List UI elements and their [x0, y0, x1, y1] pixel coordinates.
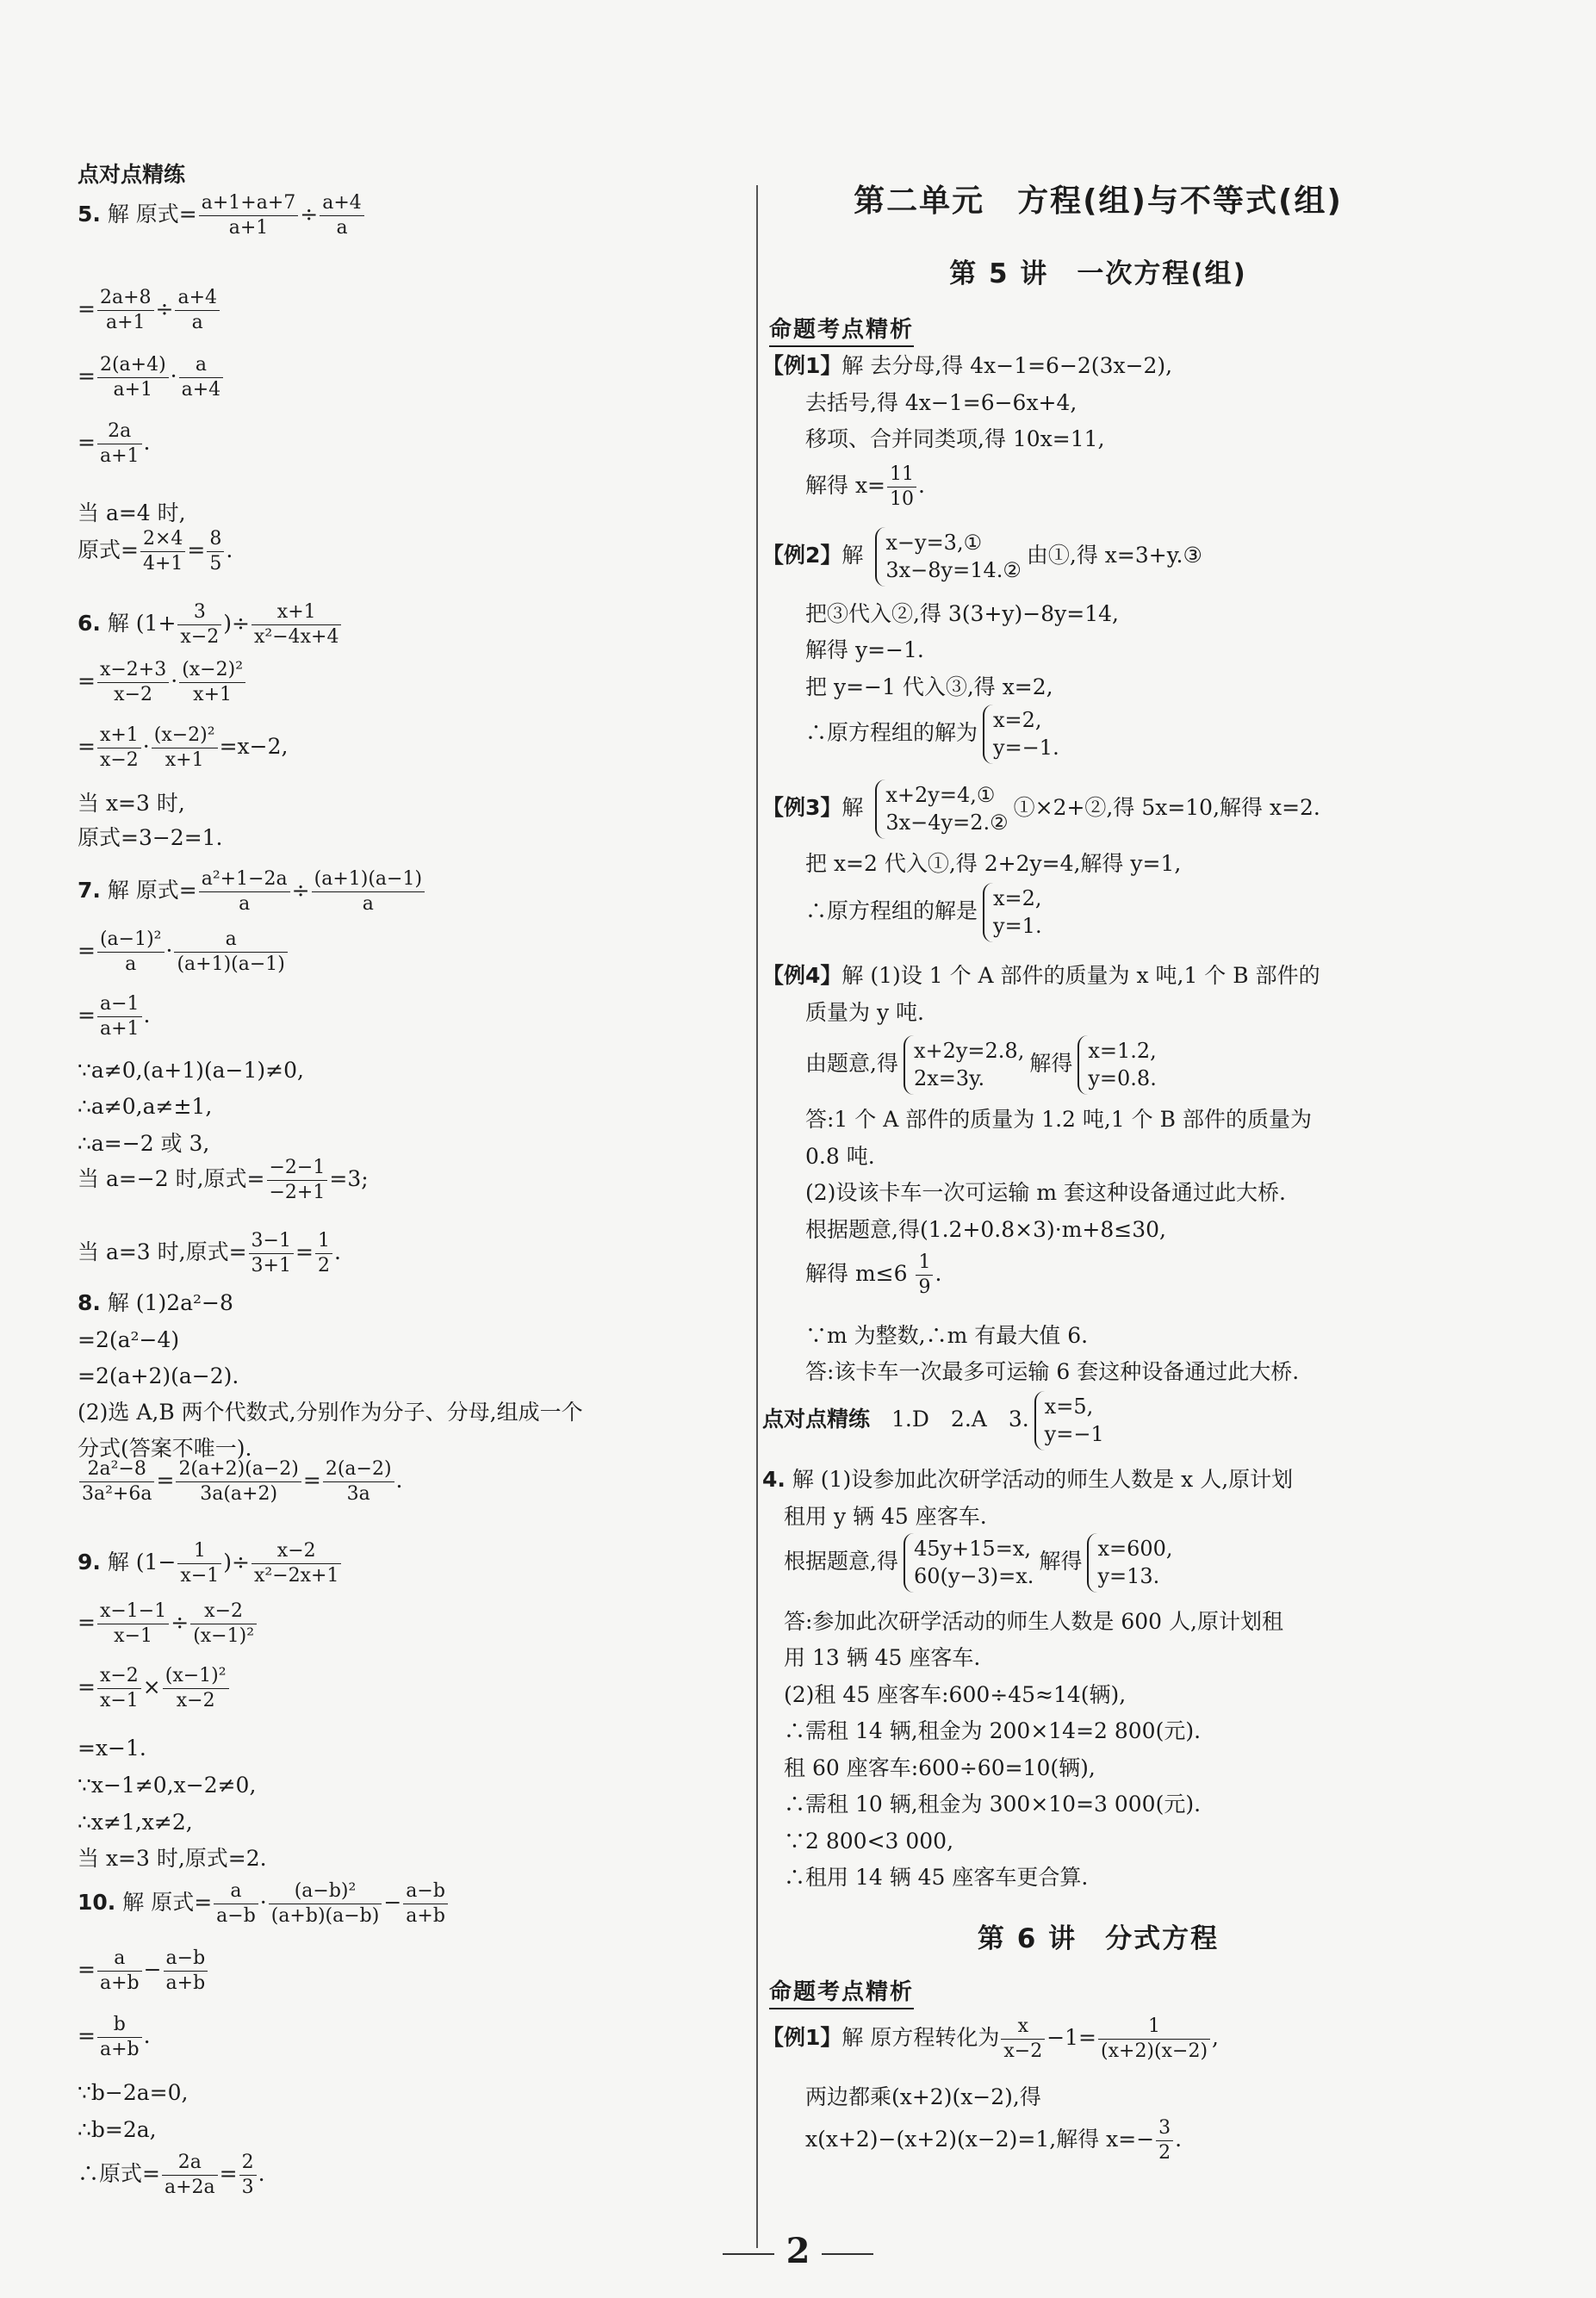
- text-line: 答:参加此次研学活动的师生人数是 600 人,原计划租: [762, 1609, 1283, 1634]
- text-line: 【例4】解 (1)设 1 个 A 部件的质量为 x 吨,1 个 B 部件的: [762, 963, 1320, 988]
- text-line: =2(a²−4): [78, 1327, 180, 1352]
- text-line: 6. 解 (1+ $\frac{3}{x-2}$ )÷ $\frac{x+1}{\text{x²−4x+4}}$: [78, 603, 343, 647]
- text-line: x(x+2)−(x+2)(x−2)=1,解得 x=− $\frac{3}{2}$ .: [762, 2117, 1183, 2164]
- page-number-dash-left: [723, 2253, 774, 2255]
- text-line: = $\frac{a-1}{a+1}$ .: [78, 993, 151, 1040]
- text-line: = $\frac{b}{a+b}$ .: [78, 2014, 151, 2060]
- text-line: 原式= $\frac{2\times 4}{4+1}$ = $\frac{8}{5}$ .: [78, 528, 233, 574]
- text-line: 用 13 辆 45 座客车.: [762, 1645, 981, 1670]
- text-line: 去括号,得 4x−1=6−6x+4,: [762, 390, 1077, 415]
- text-line: (2)租 45 座客车:600÷45≈14(辆),: [762, 1682, 1127, 1707]
- text-line: 当 a=4 时,: [78, 500, 186, 525]
- lecture-5-title: 第 5 讲 一次方程(组): [949, 258, 1247, 289]
- text-line: (2)设该卡车一次可运输 m 套这种设备通过此大桥.: [762, 1180, 1286, 1205]
- page-number-text: 2: [786, 2231, 810, 2271]
- text-line: 9. 解 (1− $\frac{1}{x-1}$ )÷ $\frac{x-2}{\text{x²−2x+1}}$: [78, 1542, 343, 1586]
- section-label: 点对点精练: [78, 162, 186, 187]
- text-line: 移项、合并同类项,得 10x=11,: [762, 426, 1105, 451]
- column-divider: [756, 185, 758, 2248]
- text-line: ∴a≠0,a≠±1,: [78, 1094, 213, 1119]
- text-line: 10. 解 原式= $\frac{a}{a-b}$ · $\frac{\text{(a−b)²}}{(a+b)(a-b)}$ − $\frac{a-b}{a+b}$: [78, 1882, 450, 1926]
- text-line: 点对点精练 1.D 2.A 3. x=5, y=−1: [762, 1391, 1109, 1450]
- text-line: 当 x=3 时,: [78, 791, 185, 816]
- text-line: 解得 x= $\frac{11}{10}$ .: [762, 463, 925, 510]
- text-line: ∴a=−2 或 3,: [78, 1131, 210, 1156]
- text-line: 租用 y 辆 45 座客车.: [762, 1504, 987, 1529]
- text-line: 当 a=3 时,原式= $\frac{3-1}{3+1}$ = $\frac{1}{2}$ .: [78, 1230, 341, 1276]
- text-line: 当 a=−2 时,原式= $\frac{-2-1}{-2+1}$ =3;: [78, 1157, 369, 1203]
- text-line: 原式=3−2=1.: [78, 825, 223, 850]
- text-line: ∴需租 10 辆,租金为 300×10=3 000(元).: [762, 1792, 1202, 1817]
- text-line: ∴b=2a,: [78, 2117, 157, 2142]
- text-line: 根据题意,得 45y+15=x, 60(y−3)=x. 解得 x=600, y=13.: [762, 1533, 1178, 1593]
- text-line: 当 x=3 时,原式=2.: [78, 1846, 267, 1871]
- text-line: 把 x=2 代入①,得 2+2y=4,解得 y=1,: [762, 851, 1182, 876]
- text-line: = $\frac{x-2}{x-1}$ × $\frac{\text{(x−1)²}}{x-2}$: [78, 1667, 231, 1711]
- text-line: 【例1】解 去分母,得 4x−1=6−2(3x−2),: [762, 353, 1173, 378]
- text-line: (2)选 A,B 两个代数式,分别作为分子、分母,组成一个: [78, 1400, 583, 1425]
- text-line: 答:1 个 A 部件的质量为 1.2 吨,1 个 B 部件的质量为: [762, 1107, 1312, 1132]
- text-line: ∵2 800<3 000,: [762, 1829, 954, 1854]
- lecture-6-title: 第 6 讲 分式方程: [977, 1923, 1220, 1954]
- page-number-dash-right: [822, 2253, 873, 2255]
- text-line: 答:该卡车一次最多可运输 6 套这种设备通过此大桥.: [762, 1359, 1300, 1384]
- text-line: 由题意,得 x+2y=2.8, 2x=3y. 解得 x=1.2, y=0.8.: [762, 1035, 1162, 1095]
- text-line: 分式(答案不唯一).: [78, 1436, 252, 1461]
- page-number: [0, 2231, 1596, 2271]
- text-line: 【例2】解 x−y=3,① 3x−8y=14.② 由①,得 x=3+y.③: [762, 527, 1202, 587]
- text-line: 把 y=−1 代入③,得 x=2,: [762, 674, 1053, 699]
- text-line: ∵a≠0,(a+1)(a−1)≠0,: [78, 1058, 304, 1083]
- text-line: = $\frac{a}{a+b}$ − $\frac{a-b}{a+b}$: [78, 1949, 209, 1993]
- text-line: 解得 y=−1.: [762, 637, 924, 662]
- unit-title: 第二单元 方程(组)与不等式(组): [854, 183, 1343, 219]
- text-line: 【例1】解 原方程转化为 $\frac{x}{x-2}$ −1= $\frac{1}{(x+2)(x-2)}$ ,: [762, 2015, 1219, 2062]
- text-line: =x−1.: [78, 1736, 146, 1761]
- text-line: ∴原方程组的解是 x=2, y=1.: [762, 883, 1047, 942]
- text-line: ∴原式= $\frac{2a}{a+2a}$ = $\frac{2}{3}$ .: [78, 2152, 265, 2198]
- section-heading-1: 命题考点精析: [769, 312, 914, 347]
- text-line: 【例3】解 x+2y=4,① 3x−4y=2.② ①×2+②,得 5x=10,解得 x=2.: [762, 779, 1320, 839]
- text-line: = $\frac{2a+8}{a+1}$ ÷ $\frac{a+4}{a}$: [78, 289, 221, 332]
- text-line: 4. 解 (1)设参加此次研学活动的师生人数是 x 人,原计划: [762, 1467, 1294, 1492]
- section-heading-2: 命题考点精析: [769, 1974, 914, 2009]
- text-line: 0.8 吨.: [762, 1144, 875, 1169]
- text-line: ∴原方程组的解为 x=2, y=−1.: [762, 705, 1065, 764]
- text-line: $\frac{\text{2a²−8}}{\text{3a²+6a}}$ = $\frac{2(a+2)(a-2)}{3a(a+2)}$ = $\frac{2(a-2)}{3a}$ .: [78, 1460, 403, 1504]
- text-line: 把③代入②,得 3(3+y)−8y=14,: [762, 601, 1119, 626]
- text-line: 解得 m≤6 $\frac{1}{9}$ .: [762, 1251, 942, 1298]
- text-line: = $\frac{x-1-1}{x-1}$ ÷ $\frac{x-2}{\text{(x−1)²}}$: [78, 1602, 258, 1646]
- text-line: ∴租用 14 辆 45 座客车更合算.: [762, 1865, 1089, 1890]
- text-line: 5. 解 原式= $\frac{a+1+a+7}{a+1}$ ÷ $\frac{a+4}{a}$: [78, 194, 366, 238]
- text-line: = $\frac{2a}{a+1}$ .: [78, 420, 151, 467]
- text-line: ∴x≠1,x≠2,: [78, 1810, 193, 1835]
- text-line: 根据题意,得(1.2+0.8×3)·m+8≤30,: [762, 1217, 1166, 1242]
- text-line: 7. 解 原式= $\frac{\text{a²+1−2a}}{a}$ ÷ $\frac{(a+1)(a-1)}{a}$: [78, 870, 426, 914]
- text-line: ∵m 为整数,∴m 有最大值 6.: [762, 1323, 1089, 1348]
- text-line: 质量为 y 吨.: [762, 1000, 924, 1025]
- text-line: =2(a+2)(a−2).: [78, 1363, 239, 1388]
- text-line: = $\frac{x-2+3}{x-2}$ · $\frac{\text{(x−2)²}}{x+1}$: [78, 661, 247, 705]
- text-line: ∴需租 14 辆,租金为 200×14=2 800(元).: [762, 1718, 1202, 1743]
- text-line: 租 60 座客车:600÷60=10(辆),: [762, 1755, 1096, 1780]
- text-line: 8. 解 (1)2a²−8: [78, 1290, 233, 1315]
- text-line: = $\frac{2(a+4)}{a+1}$ · $\frac{a}{a+4}$: [78, 356, 225, 400]
- text-line: = $\frac{x+1}{x-2}$ · $\frac{\text{(x−2)²}}{x+1}$ =x−2,: [78, 724, 289, 771]
- text-line: ∵x−1≠0,x−2≠0,: [78, 1773, 257, 1798]
- text-line: 两边都乘(x+2)(x−2),得: [762, 2084, 1041, 2109]
- text-line: ∵b−2a=0,: [78, 2080, 189, 2105]
- text-line: = $\frac{\text{(a−1)²}}{a}$ · $\frac{a}{(a+1)(a-1)}$: [78, 930, 289, 974]
